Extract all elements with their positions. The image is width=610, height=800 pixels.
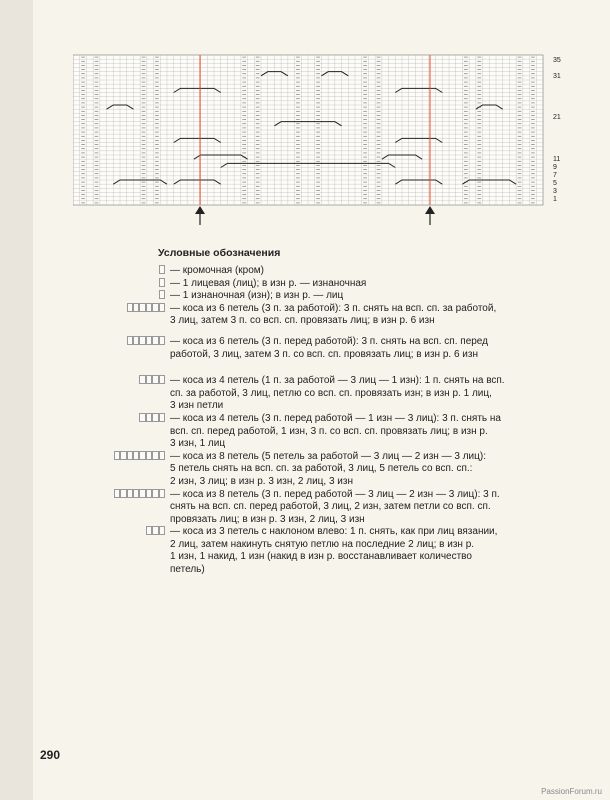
row-label: 3 [553,188,557,195]
legend-item-cable-4-front: — коса из 4 петель (3 п. перед работой — 1 изн — 3 лиц): 3 п. снять на всп. сп. перед работой, 1 изн, 3 п. со всп. сп. провязать лиц; в изн р. 3 изн, 1 лиц [96,413,558,451]
page-edge [0,0,33,800]
knitting-chart [73,50,563,230]
symbol-cell [159,489,165,498]
symbol-cell [159,303,165,312]
symbol-cell [159,278,165,287]
row-label: 31 [553,73,561,80]
legend-item-cable-8-front: — коса из 8 петель (3 п. перед работой — 3 лиц — 2 изн — 3 лиц): 3 п. снять на всп. сп. перед работой, 3 лиц, 2 изн, затем петли со всп. сп. провязать лиц; в изн р. 3 изн, 2 лиц, 3 изн [96,489,558,527]
symbol-cable-4-back-icon [139,375,165,385]
legend-item-purl: — 1 изнаночная (изн); в изн р. — лиц [96,290,558,303]
row-labels [553,57,561,203]
row-label: 21 [553,114,561,121]
symbol-cable-8-back-icon [114,451,165,461]
legend-list [96,265,558,577]
legend-title: Условные обозначения [158,247,281,259]
legend-item-cable-4-back: — коса из 4 петель (1 п. за работой — 3 лиц — 1 изн): 1 п. снять на всп. сп. за работой, 3 лиц, петлю со всп. сп. провязать изн; в изн р. 1 лиц, 3 изн петли [96,375,558,413]
legend-item-cable-3-left: — коса из 3 петель с наклоном влево: 1 п. снять, как при лиц вязании, 2 лиц, затем накинуть снятую петлю на последние 2 лиц; в изн р. 1 изн, 1 накид, 1 изн (накид в изн р. восстанавливает количество петель) [96,526,558,576]
arrow-right-icon [425,206,435,225]
symbol-cable-8-front-icon [114,489,165,499]
row-label: 9 [553,164,557,171]
row-label: 5 [553,180,557,187]
symbol-cell [159,290,165,299]
symbol-cell [159,413,165,422]
symbol-knit-icon [159,278,165,288]
symbol-cell [159,336,165,345]
symbol-cell [159,375,165,384]
symbol-cable-6-front-icon [127,336,165,346]
symbol-purl-icon [159,290,165,300]
symbol-cable-3-left-icon [146,526,165,536]
symbol-cell [159,451,165,460]
row-label: 7 [553,172,557,179]
symbol-cell [159,526,165,535]
symbol-cell [159,265,165,274]
legend-item-cable-6-front: — коса из 6 петель (3 п. перед работой): 3 п. снять на всп. сп. перед работой, 3 лиц, затем 3 п. со всп. сп. провязать лиц; в изн р. 6 изн [96,336,558,361]
row-label: 11 [553,156,561,163]
legend-item-edge-stitch: — кромочная (кром) [96,265,558,278]
symbol-cable-4-front-icon [139,413,165,423]
arrow-left-icon [195,206,205,225]
watermark: PassionForum.ru [541,787,602,796]
legend-item-cable-8-back: — коса из 8 петель (5 петель за работой — 3 лиц — 2 изн — 3 лиц): 5 петель снять на всп. сп. за работой, 3 лиц, 5 петель со всп. сп.: 2 изн, 3 лиц; в изн р. 3 изн, 2 лиц, 3 изн [96,451,558,489]
row-label: 1 [553,196,557,203]
symbol-edge-icon [159,265,165,275]
row-label: 35 [553,57,561,64]
symbol-cable-6-back-icon [127,303,165,313]
legend-item-knit: — 1 лицевая (лиц); в изн р. — изнаночная [96,278,558,291]
legend-item-cable-6-back: — коса из 6 петель (3 п. за работой): 3 п. снять на всп. сп. за работой, 3 лиц, затем 3 п. со всп. сп. провязать лиц; в изн р. 6 изн [96,303,558,328]
page-number: 290 [40,748,61,762]
